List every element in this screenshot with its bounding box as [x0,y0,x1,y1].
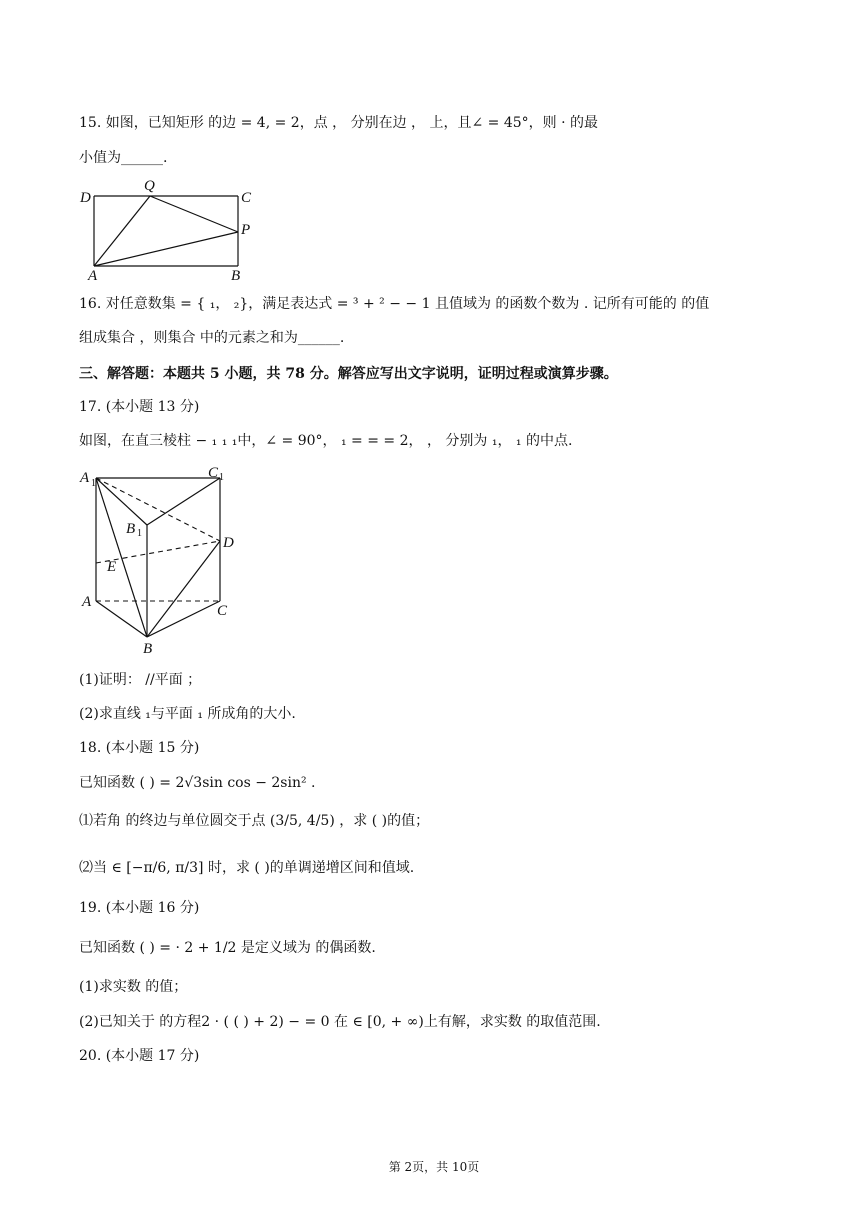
q18-part2-pre: ⑵当 ∈ [79,860,122,876]
q18-part2-interval: [−π/6, π/3] [126,860,204,876]
q15-line1: 15. 如图，已知矩形 的边 = 4, = 2，点 ， 分别在边 ， 上，且∠ = 45°，则 · 的最 [79,115,599,131]
q17-part2: (2)求直线 ₁与平面 ₁ 所成角的大小. [79,706,296,722]
fig2-label-C1-sub: 1 [219,472,224,483]
fig1-segment-QP [150,196,238,232]
fig2-edge-AB [96,601,147,637]
q19-stem-post: 是定义域为 的偶函数. [240,940,376,956]
fig2-label-A: A [82,594,92,610]
q17-stem: 如图，在直三棱柱 − ₁ ₁ ₁中，∠ = 90°， ₁ = = = 2， ， 分别为 ₁， ₁ 的中点. [79,433,573,449]
q16-line2: 组成集合 ，则集合 中的元素之和为______. [79,330,345,346]
q18-part1-post: ，求 ( )的值； [339,813,430,829]
fig1-label-A: A [88,268,98,284]
fig2-dashed-A1D [96,478,220,541]
page-footer: 第 2页，共 10页 [388,1160,480,1174]
fig1-label-B: B [231,268,241,284]
fig1-label-D: D [80,190,91,206]
q18-part1 [79,811,429,831]
q18-part1-point: (3/5, 4/5) [269,813,335,829]
q18-part1-pre: ⑴若角 的终边与单位圆交于点 [79,813,266,829]
fig2-segment-BD [147,541,220,637]
q19-stem-pre: 已知函数 ( ) = · 2 + [79,940,210,956]
fig2-label-C: C [217,603,228,619]
fig2-label-E: E [107,559,117,575]
fig2-label-B1: B [126,521,136,537]
q19-title: 19. (本小题 16 分) [79,900,200,916]
fig2-label-A1: A [80,470,90,486]
q19-stem-frac: 1/2 [213,940,237,956]
q17-title: 17. (本小题 13 分) [79,399,200,415]
fig1-label-Q: Q [144,178,155,194]
fig2-label-C1: C [208,465,219,481]
fig1-segment-AP [94,232,238,266]
fig2-label-B1-sub: 1 [137,528,142,539]
fig2-label-D: D [223,535,234,551]
q18-part2-post: 时，求 ( )的单调递增区间和值域. [207,860,415,876]
q19-stem [79,938,376,958]
q19-part1: (1)求实数 的值； [79,979,188,995]
fig2-edge-BC [147,601,220,637]
q19-part2: (2)已知关于 的方程2 · ( ( ) + 2) − = 0 在 ∈ [0, + ∞)上有解，求实数 的取值范围. [79,1014,601,1030]
prism-figure [76,463,251,658]
q17-part1: (1)证明： //平面 ； [79,672,202,688]
rectangle-figure [78,176,258,284]
fig1-label-P: P [241,222,251,238]
fig1-label-C: C [241,190,252,206]
fig2-edge-B1C1 [147,478,220,525]
fig1-segment-AQ [94,196,150,266]
section-heading: 三、解答题：本题共 5 小题，共 78 分。解答应写出文字说明，证明过程或演算步骤。 [79,366,618,382]
q16-line1: 16. 对任意数集 = { ₁， ₂}，满足表达式 = ³ + ² − − 1 且值域为 的函数个数为 . 记所有可能的 的值 [79,296,710,312]
q18-title: 18. (本小题 15 分) [79,740,200,756]
fig2-label-A1-sub: 1 [91,478,96,489]
q15-line2: 小值为______. [79,150,168,166]
fig2-label-B: B [143,641,153,657]
q18-part2 [79,858,414,878]
q18-stem: 已知函数 ( ) = 2√3sin cos − 2sin² . [79,775,316,791]
q20-title: 20. (本小题 17 分) [79,1048,200,1064]
